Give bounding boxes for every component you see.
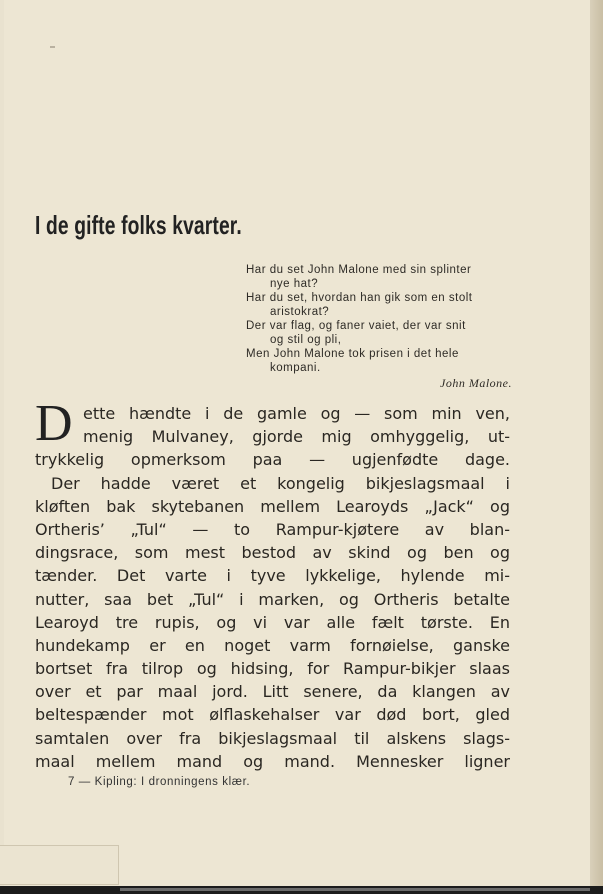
poem-line: Der var flag, og faner vaiet, der var snit (246, 320, 466, 332)
poem-line: Har du set, hvordan han gik som en stolt (246, 292, 473, 304)
scan-tab-box (0, 845, 119, 885)
epigraph-poem (246, 263, 516, 390)
body-line: maal mellem mand og mand. Mennesker ligner (35, 751, 510, 771)
poem-line: nye hat? (270, 278, 319, 290)
body-line: samtalen over fra bikjeslagsmaal til alskens slags- (35, 728, 510, 748)
body-line: trykkelig opmerksom paa — ugjenfødte dage. (35, 450, 510, 470)
scan-bottom-strip (0, 886, 603, 894)
poem-attribution: John Malone. (440, 376, 512, 390)
body-line: bortset fra tilrop og hidsing, for Rampur-bikjer slaas (35, 659, 510, 679)
body-line: Learoyd tre rupis, og vi var alle fælt tørste. En (35, 612, 510, 632)
body-line: ette hændte i de gamle og — som min ven, (83, 404, 510, 423)
drop-cap: D (35, 395, 73, 452)
body-line: menig Mulvaney, gjorde mig omhyggelig, ut- (83, 427, 510, 447)
page-speck (50, 46, 55, 48)
poem-line: kompani. (270, 362, 321, 374)
body-line: Ortheris’ „Tul“ — to Rampur-kjøtere av blan- (35, 519, 510, 539)
body-line: Der hadde været et kongelig bikjeslagsmaal i (51, 473, 510, 493)
body-line: dingsrace, som mest bestod av skind og ben og (35, 543, 510, 563)
body-line: over et par maal jord. Litt senere, da klangen av (35, 682, 510, 702)
page-footer-signature: 7 — Kipling: I dronningens klær. (68, 776, 251, 788)
poem-line: og stil og pli, (270, 334, 342, 346)
page-edge (590, 0, 603, 894)
poem-line: aristokrat? (270, 306, 330, 318)
body-line: beltespænder mot ølflaskehalser var død bort, gled (35, 705, 510, 725)
body-text (35, 395, 510, 773)
body-line: kløften bak skytebanen mellem Learoyds „Jack“ og (35, 496, 510, 516)
body-line: tænder. Det varte i tyve lykkelige, hylende mi- (35, 566, 510, 586)
poem-line: Men John Malone tok prisen i det hele (246, 348, 459, 360)
body-line: hundekamp er en noget varm fornøielse, ganske (35, 635, 510, 655)
poem-line: Har du set John Malone med sin splinter (246, 264, 472, 276)
book-page (4, 0, 591, 886)
body-line: nutter, saa bet „Tul“ i marken, og Ortheris betalte (35, 589, 510, 609)
chapter-heading: I de gifte folks kvarter. (35, 210, 242, 240)
scan-bottom-highlight (120, 888, 590, 891)
